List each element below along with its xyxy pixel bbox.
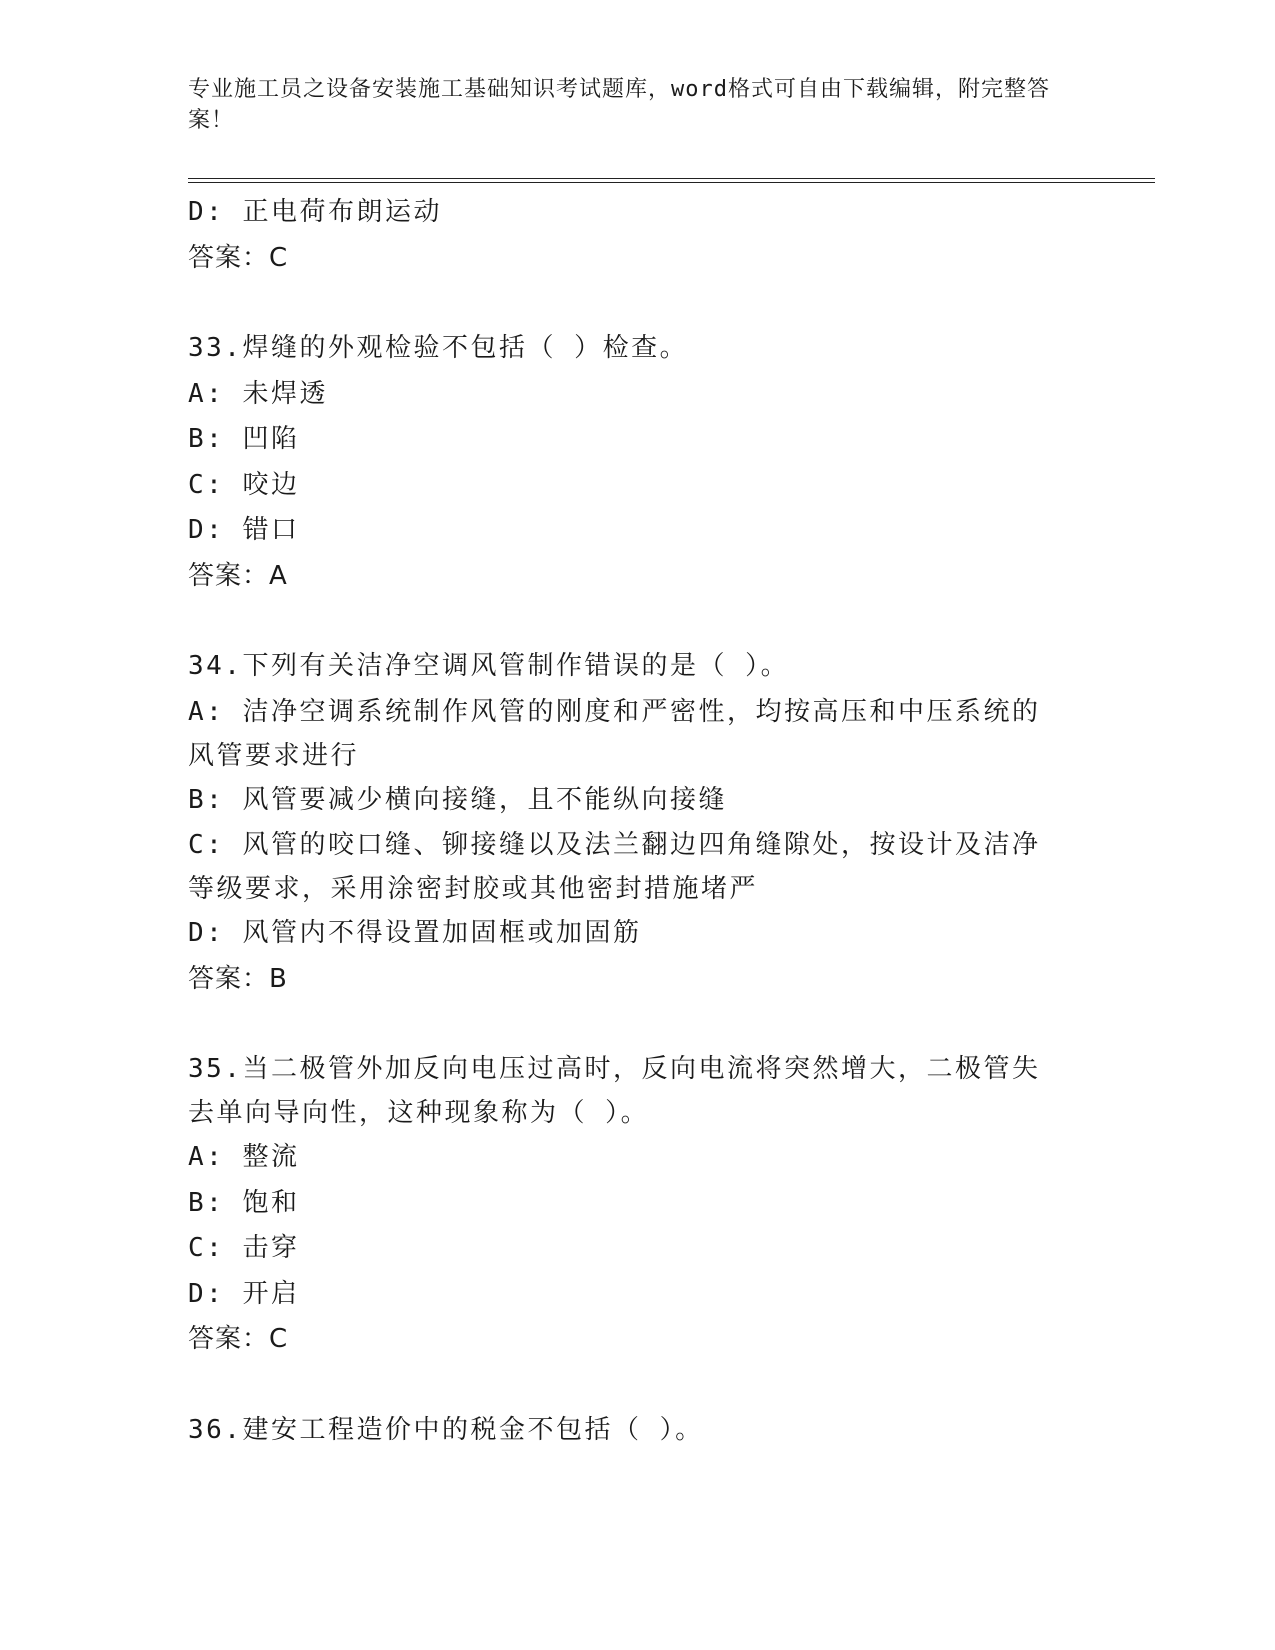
option-d-continued: D: 正电荷布朗运动 (188, 197, 442, 227)
option-a: A: 整流 (188, 1142, 300, 1172)
option-a: A: 未焊透 (188, 378, 328, 409)
header-divider-bottom (188, 182, 1155, 183)
question-35 (188, 1047, 1088, 1363)
question-stem: 33.焊缝的外观检验不包括（ ）检查。 (188, 333, 689, 363)
option-a: A: 洁净空调系统制作风管的刚度和严密性，均按高压和中压系统的风管要求进行 (188, 696, 1041, 771)
spacer (188, 281, 1088, 326)
spacer (188, 1002, 1088, 1047)
question-33 (188, 326, 1088, 599)
option-b: B: 饱和 (188, 1187, 300, 1218)
option-d: D: 风管内不得设置加固框或加固筋 (188, 918, 642, 948)
document-header: 专业施工员之设备安装施工基础知识考试题库，word格式可自由下载编辑，附完整答案！ (188, 77, 1050, 133)
question-stem: 34.下列有关洁净空调风管制作错误的是（ ）。 (188, 651, 790, 681)
answer-continued: 答案：C (188, 242, 289, 273)
question-content (188, 190, 1088, 1453)
question-34 (188, 644, 1088, 1002)
spacer (188, 599, 1088, 644)
option-d: D: 开启 (188, 1278, 300, 1309)
option-c: C: 击穿 (188, 1233, 300, 1263)
option-c: C: 风管的咬口缝、铆接缝以及法兰翻边四角缝隙处，按设计及洁净等级要求，采用涂密封胶或其他密封措施堵严 (188, 830, 1041, 904)
question-stem: 35.当二极管外加反向电压过高时，反向电流将突然增大，二极管失去单向导向性，这种现象称为（ ）。 (188, 1054, 1041, 1128)
spacer (188, 1363, 1088, 1408)
question-36 (188, 1408, 1088, 1454)
question-stem: 36.建安工程造价中的税金不包括（ ）。 (188, 1414, 704, 1445)
header-divider-top (188, 178, 1155, 179)
option-d: D: 错口 (188, 515, 300, 545)
answer: 答案：A (188, 560, 288, 591)
option-b: B: 凹陷 (188, 424, 300, 454)
answer: 答案：C (188, 1324, 289, 1354)
option-c: C: 咬边 (188, 469, 300, 500)
answer: 答案：B (188, 963, 288, 994)
option-b: B: 风管要减少横向接缝，且不能纵向接缝 (188, 784, 727, 815)
